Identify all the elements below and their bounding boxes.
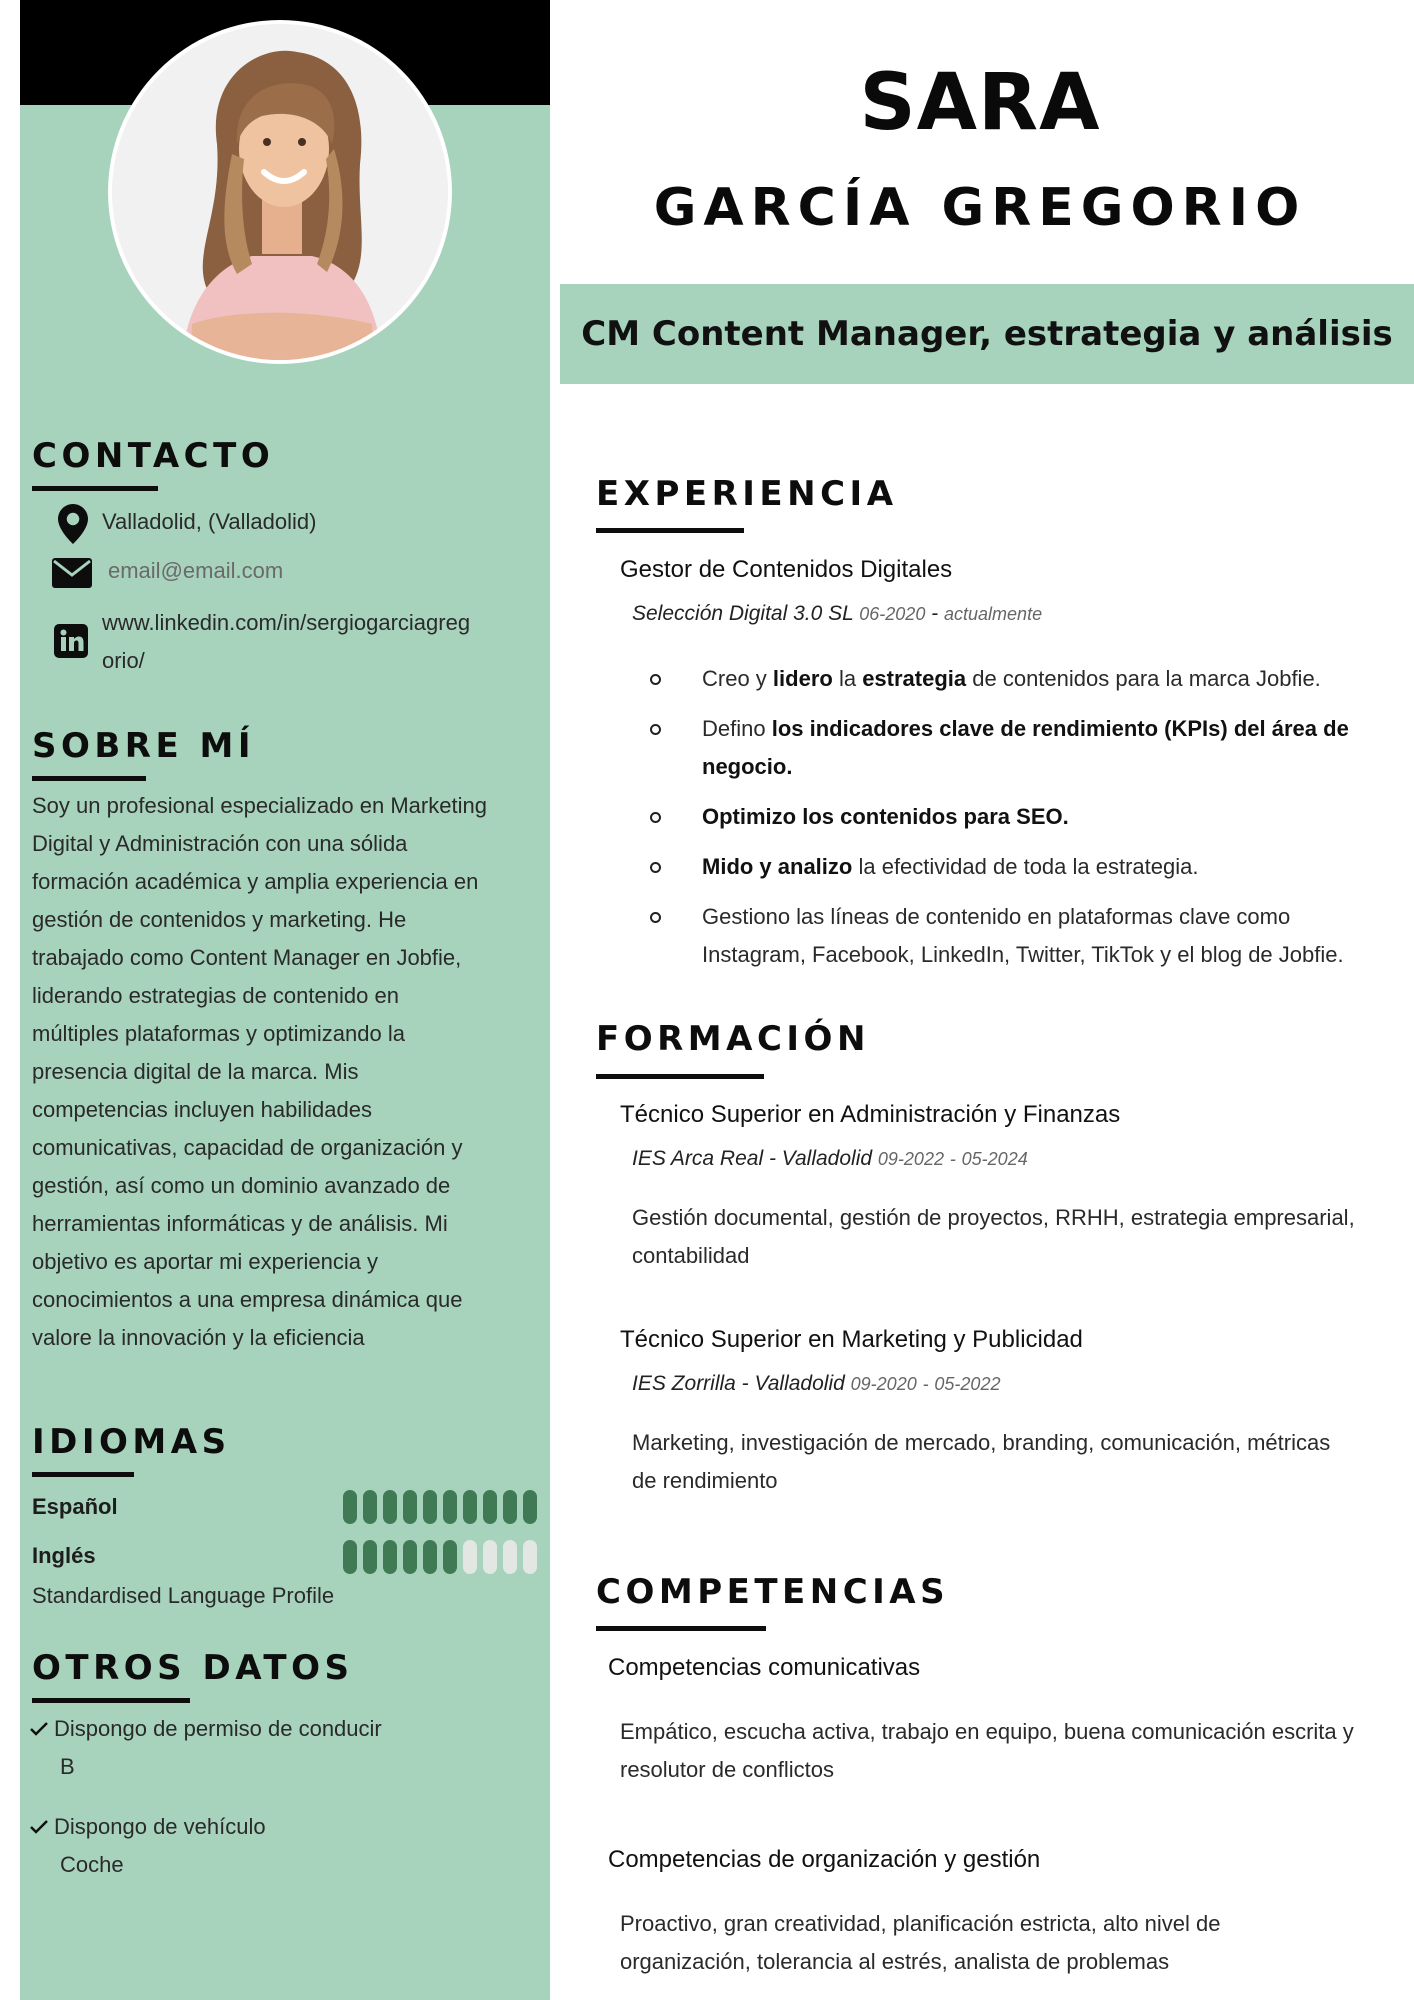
language-profile-note: Standardised Language Profile	[32, 1583, 335, 1608]
education-meta	[632, 1147, 1028, 1171]
level-bar-filled	[443, 1490, 457, 1524]
language-level-spanish	[343, 1490, 537, 1524]
level-bar-empty	[523, 1540, 537, 1574]
about-line: objetivo es aportar mi experiencia y	[32, 1249, 379, 1274]
level-bar-filled	[423, 1540, 437, 1574]
job-meta	[632, 602, 1042, 626]
experience-title-rule	[596, 528, 744, 533]
checkmark-icon	[30, 1808, 54, 1846]
languages-section-title: IDIOMAS	[32, 1422, 231, 1462]
envelope-icon	[52, 558, 92, 593]
about-line: herramientas informáticas y de análisis. Mi	[32, 1211, 448, 1236]
date-separator: -	[949, 1149, 956, 1169]
about-line: comunicativas, capacidad de organización y	[32, 1135, 463, 1160]
skill-group-description	[620, 1713, 1410, 1789]
level-bar-filled	[363, 1540, 377, 1574]
about-line: conocimientos a una empresa dinámica que	[32, 1287, 463, 1312]
contact-location: Valladolid, (Valladolid)	[102, 509, 317, 534]
linkedin-icon	[54, 624, 88, 663]
education-description-line: Gestión documental, gestión de proyectos, RRHH, estrategia empresarial,	[632, 1205, 1355, 1230]
skill-description-line: Empático, escucha activa, trabajo en equipo, buena comunicación escrita y	[620, 1719, 1354, 1744]
checkmark-icon	[30, 1710, 54, 1748]
about-line: gestión, así como un dominio avanzado de	[32, 1173, 451, 1198]
school: IES Zorrilla - Valladolid	[632, 1372, 845, 1395]
level-bar-filled	[363, 1490, 377, 1524]
education-title: Técnico Superior en Marketing y Publicidad	[620, 1326, 1083, 1353]
education-title: Técnico Superior en Administración y Finanzas	[620, 1101, 1121, 1128]
school: IES Arca Real - Valladolid	[632, 1147, 873, 1170]
job-start-date: 06-2020	[859, 604, 926, 624]
education-description-line: de rendimiento	[632, 1468, 778, 1493]
level-bar-empty	[483, 1540, 497, 1574]
about-title-rule	[32, 776, 146, 781]
other-data-item	[30, 1808, 266, 1884]
bullet-text: de contenidos para la marca Jobfie.	[966, 666, 1321, 691]
last-name: GARCÍA GREGORIO	[653, 178, 1307, 238]
experience-bullet	[650, 848, 1390, 886]
level-bar-empty	[463, 1540, 477, 1574]
job-end-date: actualmente	[944, 604, 1043, 624]
bullet-text: Defino	[702, 716, 772, 741]
about-line: Digital y Administración con una sólida	[32, 831, 408, 856]
about-line: formación académica y amplia experiencia en	[32, 869, 479, 894]
about-line: presencia digital de la marca. Mis	[32, 1059, 359, 1084]
level-bar-filled	[343, 1540, 357, 1574]
about-line: liderando estrategias de contenido en	[32, 983, 399, 1008]
skill-description-line: resolutor de conflictos	[620, 1757, 834, 1782]
education-title-rule	[596, 1074, 764, 1079]
sidebar	[20, 0, 550, 2000]
language-name-spanish: Español	[32, 1494, 118, 1519]
job-title: Gestor de Contenidos Digitales	[620, 556, 953, 583]
education-meta	[632, 1372, 1000, 1396]
about-section-title: SOBRE MÍ	[32, 726, 256, 766]
education-description-line: Marketing, investigación de mercado, branding, comunicación, métricas	[632, 1430, 1331, 1455]
education-start-date: 09-2020	[850, 1374, 917, 1394]
level-bar-filled	[423, 1490, 437, 1524]
bullet-text-bold: Mido y analizo	[702, 854, 853, 879]
experience-section-title: EXPERIENCIA	[596, 474, 898, 514]
education-description-line: contabilidad	[632, 1243, 750, 1268]
bullet-text-bold: lidero	[772, 666, 833, 691]
experience-bullet-list	[650, 660, 1390, 986]
location-pin-icon	[58, 504, 88, 549]
languages-title-rule	[32, 1472, 134, 1477]
skill-description-line: organización, tolerancia al estrés, analista de problemas	[620, 1949, 1170, 1974]
contact-title-rule	[32, 486, 158, 491]
linkedin-line-1: www.linkedin.com/in/sergiogarciagreg	[102, 610, 471, 635]
experience-bullet	[650, 660, 1390, 698]
education-section-title: FORMACIÓN	[596, 1019, 870, 1059]
education-description	[632, 1424, 1412, 1500]
level-bar-filled	[343, 1490, 357, 1524]
contact-linkedin-link[interactable]	[102, 604, 522, 680]
linkedin-line-2: orio/	[102, 648, 145, 673]
skill-group-description	[620, 1905, 1410, 1981]
skills-title-rule	[596, 1626, 766, 1631]
bullet-text-bold: los indicadores clave de rendimiento (KPIs) del área de negocio.	[702, 716, 1349, 779]
experience-bullet	[650, 898, 1390, 974]
bullet-text: Creo y	[702, 666, 773, 691]
date-separator: -	[931, 602, 939, 625]
skill-description-line: Proactivo, gran creatividad, planificación estricta, alto nivel de	[620, 1911, 1221, 1936]
skill-group-title: Competencias de organización y gestión	[608, 1846, 1041, 1873]
bullet-text-bold: Optimizo los contenidos para SEO.	[702, 804, 1069, 829]
headline: CM Content Manager, estrategia y análisis	[581, 314, 1393, 354]
level-bar-filled	[403, 1490, 417, 1524]
level-bar-filled	[383, 1490, 397, 1524]
level-bar-filled	[523, 1490, 537, 1524]
level-bar-filled	[483, 1490, 497, 1524]
language-level-english	[343, 1540, 537, 1574]
date-separator: -	[922, 1374, 929, 1394]
level-bar-filled	[443, 1540, 457, 1574]
other-data-label: Dispongo de permiso de conducir	[54, 1716, 382, 1741]
education-start-date: 09-2022	[877, 1149, 944, 1169]
skills-section-title: COMPETENCIAS	[596, 1572, 950, 1612]
other-data-value: B	[60, 1754, 75, 1779]
level-bar-filled	[383, 1540, 397, 1574]
experience-bullet	[650, 710, 1390, 786]
contact-email-link[interactable]: email@email.com	[108, 558, 284, 583]
about-line: gestión de contenidos y marketing. He	[32, 907, 407, 932]
language-name-english: Inglés	[32, 1543, 96, 1568]
other-data-item	[30, 1710, 382, 1786]
bullet-text: Gestiono las líneas de contenido en plataformas clave como Instagram, Facebook, LinkedIn, Twitter, TikTok y el blog de Jobfie.	[702, 904, 1344, 967]
about-line: múltiples plataformas y optimizando la	[32, 1021, 405, 1046]
first-name: SARA	[859, 58, 1101, 148]
about-line: Soy un profesional especializado en Marketing	[32, 793, 487, 818]
other-data-title-rule	[32, 1698, 190, 1703]
company: Selección Digital 3.0 SL	[632, 602, 854, 625]
other-data-section-title: OTROS DATOS	[32, 1648, 354, 1688]
bullet-text: la efectividad de toda la estrategia.	[852, 854, 1199, 879]
about-line: valore la innovación y la eficiencia	[32, 1325, 365, 1350]
about-line: competencias incluyen habilidades	[32, 1097, 372, 1122]
about-paragraph	[32, 787, 547, 1357]
skill-group-title: Competencias comunicativas	[608, 1654, 921, 1681]
education-end-date: 05-2022	[934, 1374, 1001, 1394]
other-data-label: Dispongo de vehículo	[54, 1814, 266, 1839]
level-bar-filled	[463, 1490, 477, 1524]
education-end-date: 05-2024	[961, 1149, 1028, 1169]
bullet-text-bold: estrategia	[862, 666, 967, 691]
about-line: trabajado como Content Manager en Jobfie,	[32, 945, 462, 970]
headline-band	[560, 284, 1414, 384]
bullet-text: la	[832, 666, 863, 691]
education-description	[632, 1199, 1412, 1275]
other-data-value: Coche	[60, 1852, 124, 1877]
level-bar-empty	[503, 1540, 517, 1574]
level-bar-filled	[503, 1490, 517, 1524]
profile-photo	[108, 20, 452, 364]
level-bar-filled	[403, 1540, 417, 1574]
contact-section-title: CONTACTO	[32, 436, 275, 476]
experience-bullet	[650, 798, 1390, 836]
